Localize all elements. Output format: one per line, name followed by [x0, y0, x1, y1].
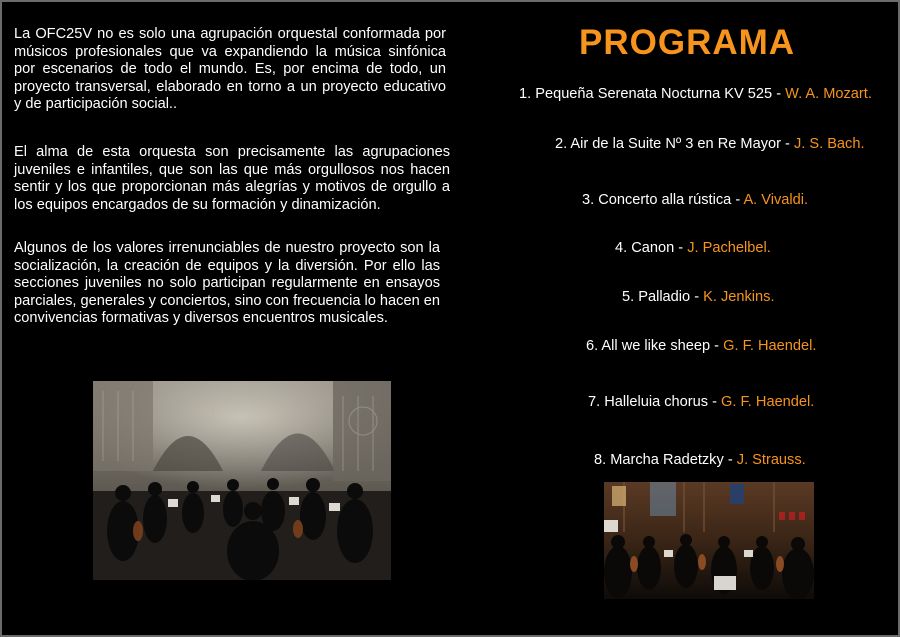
program-item: [582, 191, 808, 209]
program-item-piece: 8. Marcha Radetzky: [594, 452, 724, 468]
program-item-composer: J. S. Bach.: [793, 136, 865, 152]
program-item: [594, 451, 806, 469]
intro-paragraph-3: Algunos de los valores irrenunciables de nuestro proyecto son la socialización, la creación de equipos y la diversión. Por ello las secciones juveniles no solo participan regularmente en ensayos parciales, generales y conciertos, sino con frecuencia lo hacen en convivencias formativas y diversos encuentros musicales.: [14, 240, 440, 327]
program-item-piece: 7. Halleluia chorus: [588, 394, 709, 410]
program-item: [588, 393, 814, 411]
intro-paragraph-1: La OFC25V no es solo una agrupación orquestal conformada por músicos profesionales que va expandiendo la música sinfónica por escenarios de todo el mundo. Es, por encima de todo, un proyecto transversal, elaborado en torno a un proyecto educativo y de participación social..: [14, 26, 446, 113]
program-item-separator: -: [674, 240, 688, 256]
program-item-piece: 5. Palladio: [622, 289, 691, 305]
program-item-piece: 6. All we like sheep: [586, 338, 711, 354]
orchestra-photo-church: [93, 381, 391, 580]
intro-paragraph-2: El alma de esta orquesta son precisamente las agrupaciones juveniles e infantiles, que son las que más orgullosos nos hacen sentir y los que proporcionan más alegrías y motivos de orgullo a los equipos encargados de su formación y dinamización.: [14, 144, 450, 213]
program-item: [519, 85, 872, 103]
program-item: [555, 135, 865, 153]
program-item-separator: -: [708, 394, 722, 410]
program-item: [622, 288, 775, 306]
program-item-composer: J. Pachelbel.: [687, 240, 771, 256]
program-item: [615, 239, 771, 257]
program-item-separator: -: [723, 452, 737, 468]
program-item-piece: 4. Canon: [615, 240, 675, 256]
program-item-composer: W. A. Mozart.: [785, 86, 872, 102]
program-item-composer: G. F. Haendel.: [723, 338, 817, 354]
program-item-piece: 1. Pequeña Serenata Nocturna KV 525: [519, 86, 773, 102]
program-item: [586, 337, 816, 355]
program-item-separator: -: [731, 192, 744, 208]
program-item-composer: G. F. Haendel.: [721, 394, 815, 410]
program-item-composer: J. Strauss.: [736, 452, 806, 468]
programa-title: PROGRAMA: [579, 23, 796, 62]
program-item-piece: 2. Air de la Suite Nº 3 en Re Mayor: [555, 136, 781, 152]
program-item-piece: 3. Concerto alla rústica: [582, 192, 732, 208]
program-item-composer: K. Jenkins.: [703, 289, 775, 305]
program-item-separator: -: [690, 289, 704, 305]
program-item-separator: -: [772, 86, 786, 102]
orchestra-photo-hall: [604, 482, 814, 599]
program-item-composer: A. Vivaldi.: [743, 192, 809, 208]
program-item-separator: -: [780, 136, 794, 152]
program-item-separator: -: [710, 338, 724, 354]
